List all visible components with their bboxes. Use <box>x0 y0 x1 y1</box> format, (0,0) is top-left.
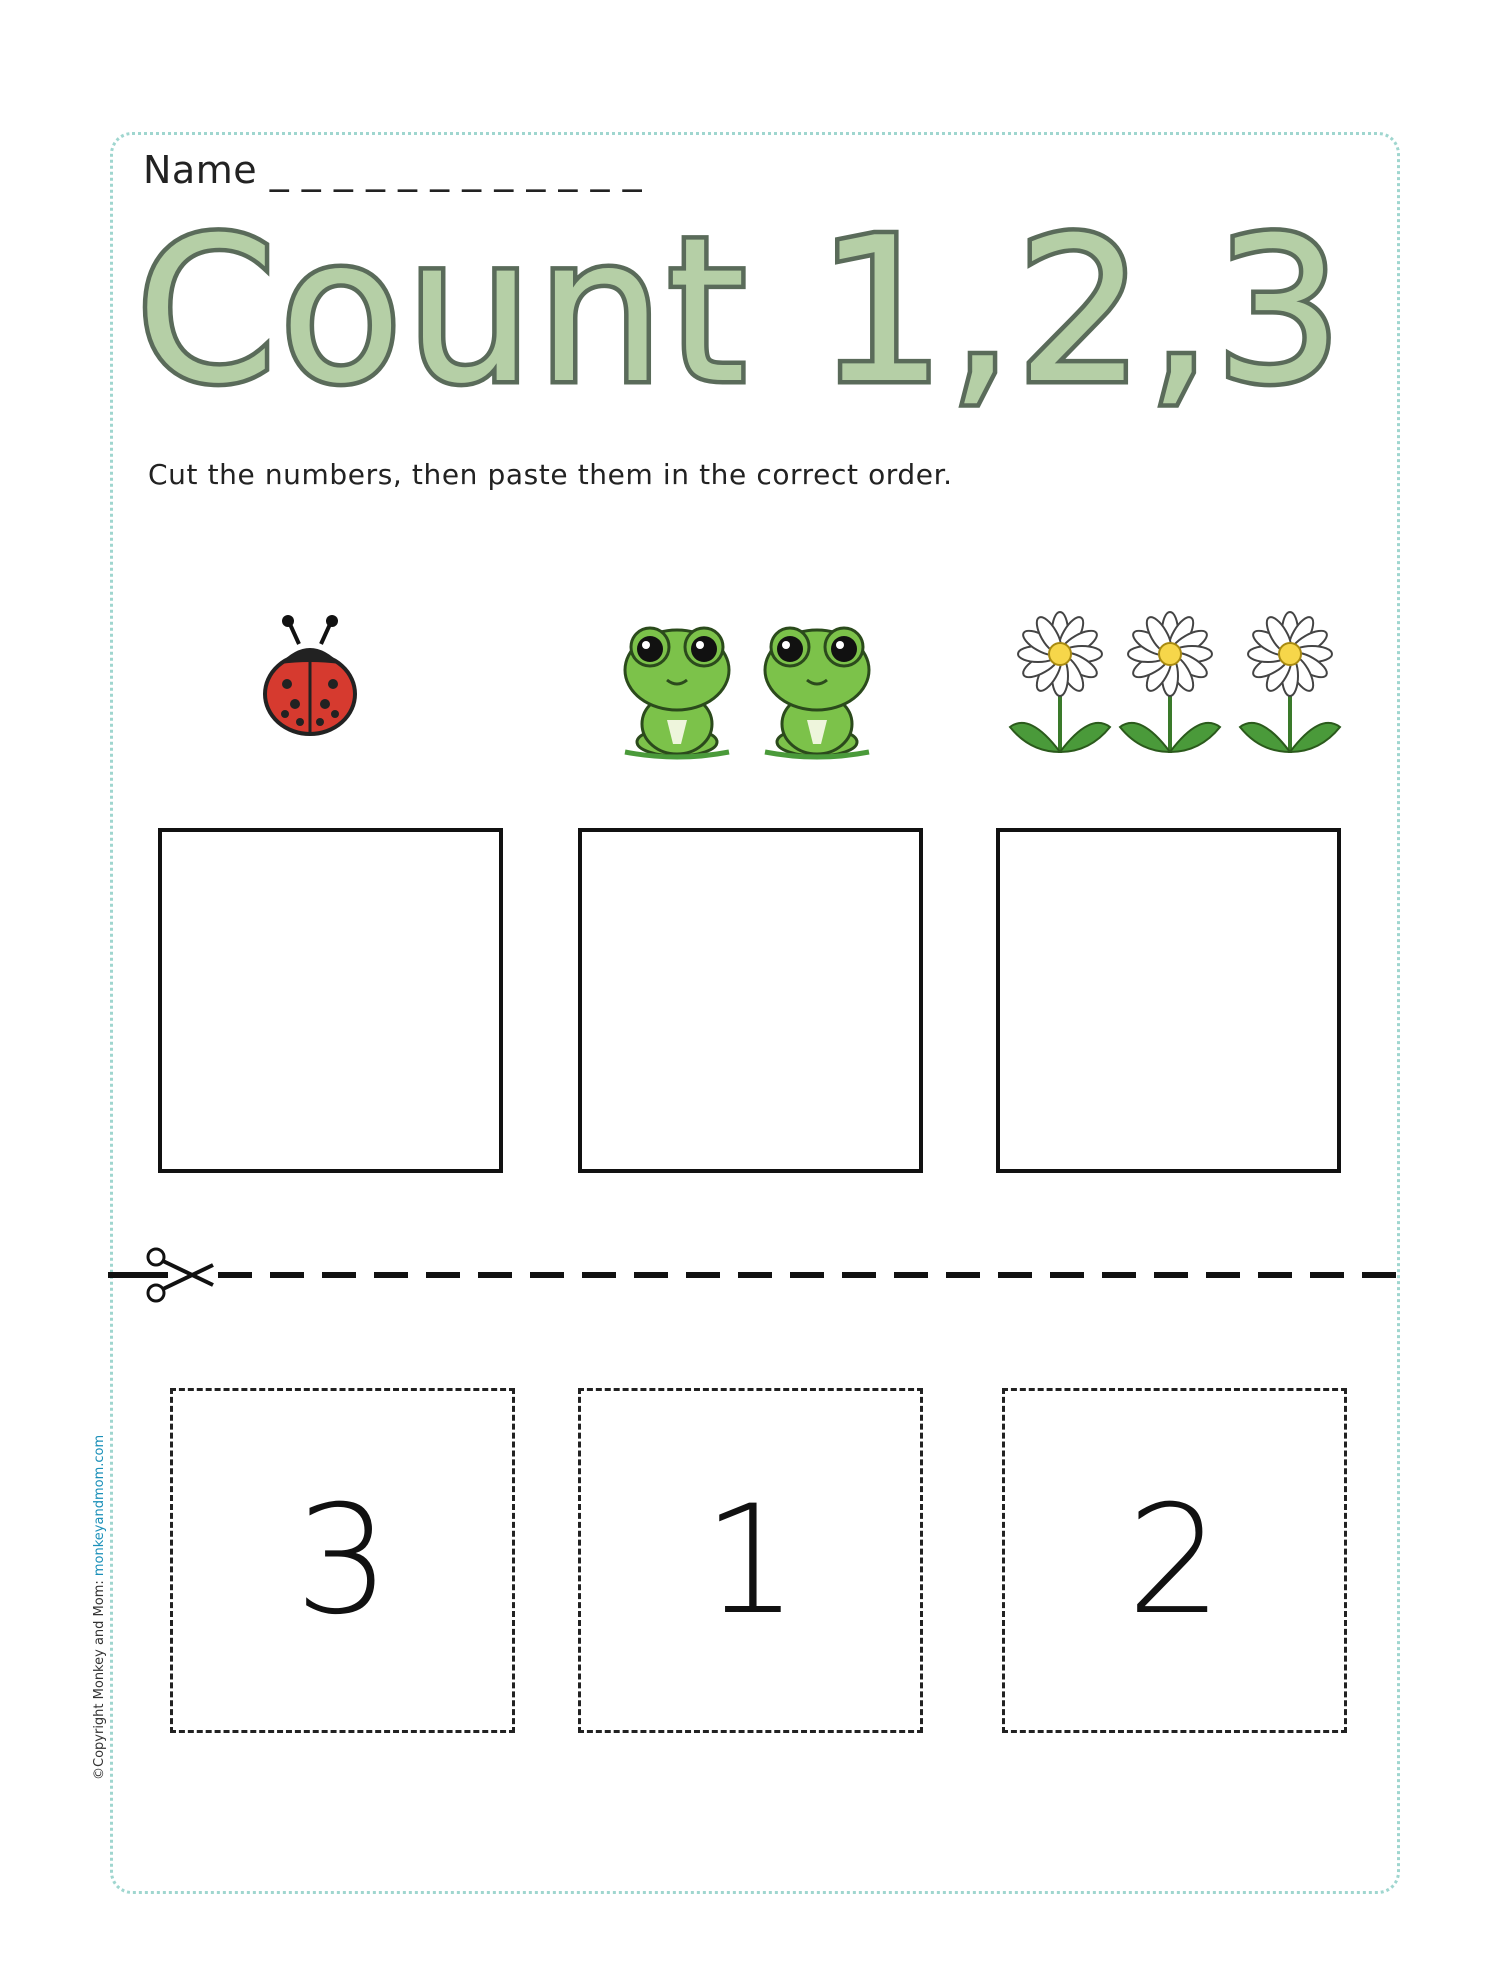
name-blank-line: _ _ _ _ _ _ _ _ _ _ _ _ <box>269 148 643 192</box>
frog-icon <box>765 628 869 757</box>
cut-line <box>108 1245 1403 1305</box>
number-card[interactable] <box>578 1388 923 1733</box>
daisies-group <box>1005 612 1350 757</box>
number-card[interactable] <box>170 1388 515 1733</box>
daisy-icon <box>1010 612 1110 752</box>
title-text: Count 1,2,3 <box>136 195 1347 428</box>
name-label: Name <box>143 148 258 192</box>
instructions-text: Cut the numbers, then paste them in the correct order. <box>148 458 953 491</box>
paste-box-1[interactable] <box>158 828 503 1173</box>
card-number: 1 <box>702 1473 799 1648</box>
paste-box-3[interactable] <box>996 828 1341 1173</box>
copyright-link[interactable]: monkeyandmom.com <box>92 1434 107 1577</box>
frog-icon <box>625 628 729 757</box>
daisy-icon <box>1120 612 1220 752</box>
paste-box-2[interactable] <box>578 828 923 1173</box>
card-number: 3 <box>294 1473 391 1648</box>
daisy-icon <box>1240 612 1340 752</box>
ladybug-icon <box>255 612 365 737</box>
number-card[interactable] <box>1002 1388 1347 1733</box>
card-number: 2 <box>1126 1473 1223 1648</box>
frogs-group <box>615 612 885 762</box>
copyright-text: ©Copyright Monkey and Mom: <box>92 1576 107 1780</box>
copyright-note <box>92 1435 107 1780</box>
name-field[interactable] <box>143 148 642 192</box>
worksheet-title <box>130 195 1347 428</box>
